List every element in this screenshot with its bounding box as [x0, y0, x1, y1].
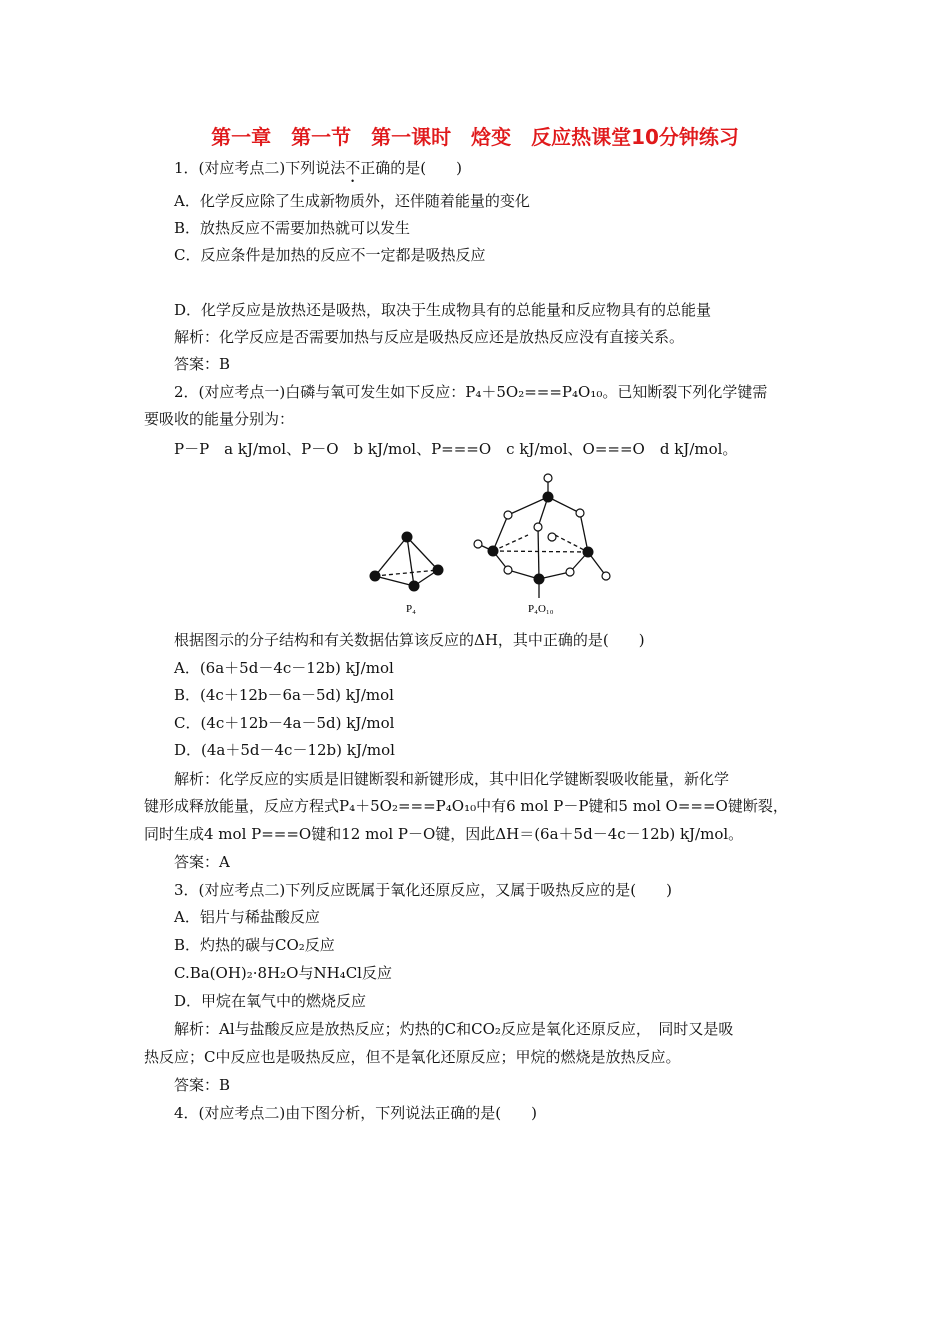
q3-option-d: D．甲烷在氧气中的燃烧反应: [174, 992, 367, 1010]
p4-label: P₄: [406, 603, 416, 615]
q2-analysis-line1: 解析：化学反应的实质是旧键断裂和新键形成，其中旧化学键断裂吸收能量，新化学: [174, 770, 730, 788]
q3-option-a: A．铝片与稀盐酸反应: [174, 908, 320, 926]
q2-stem-line2: 要吸收的能量分别为：: [144, 410, 295, 428]
q1-stem-post: 正确的是( ): [360, 159, 462, 177]
q1-stem: [174, 158, 462, 186]
page-title: 第一章 第一节 第一课时 焓变 反应热课堂10分钟练习: [211, 125, 739, 149]
q3-answer: 答案：B: [174, 1076, 231, 1094]
q2-analysis-line2: 键形成释放能量，反应方程式P₄＋5O₂===P₄O₁₀中有6 mol P－P键和5 mol O===O键断裂，: [144, 797, 788, 815]
q2-analysis-line3: 同时生成4 mol P===O键和12 mol P－O键，因此ΔH＝(6a＋5d－4c－12b) kJ/mol。: [144, 825, 744, 843]
q2-option-b: B．(4c＋12b－6a－5d) kJ/mol: [174, 686, 394, 704]
q1-answer: 答案：B: [174, 355, 231, 373]
q2-bond-energies: P－P a kJ/mol、P－O b kJ/mol、P===O c kJ/mol、O===O d kJ/mol。: [174, 440, 738, 458]
p4o10-label: P₄O₁₀: [528, 603, 554, 615]
q4-stem: 4．(对应考点二)由下图分析，下列说法正确的是( ): [174, 1104, 537, 1122]
q1-stem-emphasis: 不: [345, 159, 361, 177]
q1-analysis: 解析：化学反应是否需要加热与反应是吸热反应还是放热反应没有直接关系。: [174, 328, 685, 346]
q3-option-c: C.Ba(OH)₂·8H₂O与NH₄Cl反应: [174, 964, 392, 982]
q2-option-c: C．(4c＋12b－4a－5d) kJ/mol: [174, 714, 395, 732]
q2-stem-line1: 2．(对应考点一)白磷与氧可发生如下反应：P₄＋5O₂===P₄O₁₀。已知断裂下列化学键需: [174, 383, 768, 401]
q3-analysis-line1: 解析：Al与盐酸反应是放热反应；灼热的C和CO₂反应是氧化还原反应， 同时又是吸: [174, 1020, 734, 1038]
q2-option-d: D．(4a＋5d－4c－12b) kJ/mol: [174, 741, 395, 759]
q1-option-c: C．反应条件是加热的反应不一定都是吸热反应: [174, 246, 486, 264]
q1-option-a: A．化学反应除了生成新物质外，还伴随着能量的变化: [174, 192, 530, 210]
q2-option-a: A．(6a＋5d－4c－12b) kJ/mol: [174, 659, 394, 677]
q1-option-d: D．化学反应是放热还是吸热，取决于生成物具有的总能量和反应物具有的总能量: [174, 301, 712, 319]
molecule-structure-figure: [360, 470, 630, 620]
q2-answer: 答案：A: [174, 853, 230, 871]
q2-question: 根据图示的分子结构和有关数据估算该反应的ΔH，其中正确的是( ): [174, 631, 645, 649]
q3-option-b: B．灼热的碳与CO₂反应: [174, 936, 335, 954]
q1-stem-pre: 1．(对应考点二)下列说法: [174, 159, 346, 177]
q3-analysis-line2: 热反应；C中反应也是吸热反应，但不是氧化还原反应；甲烷的燃烧是放热反应。: [144, 1048, 681, 1066]
q1-option-b: B．放热反应不需要加热就可以发生: [174, 219, 411, 237]
q3-stem: 3．(对应考点二)下列反应既属于氧化还原反应，又属于吸热反应的是( ): [174, 881, 672, 899]
